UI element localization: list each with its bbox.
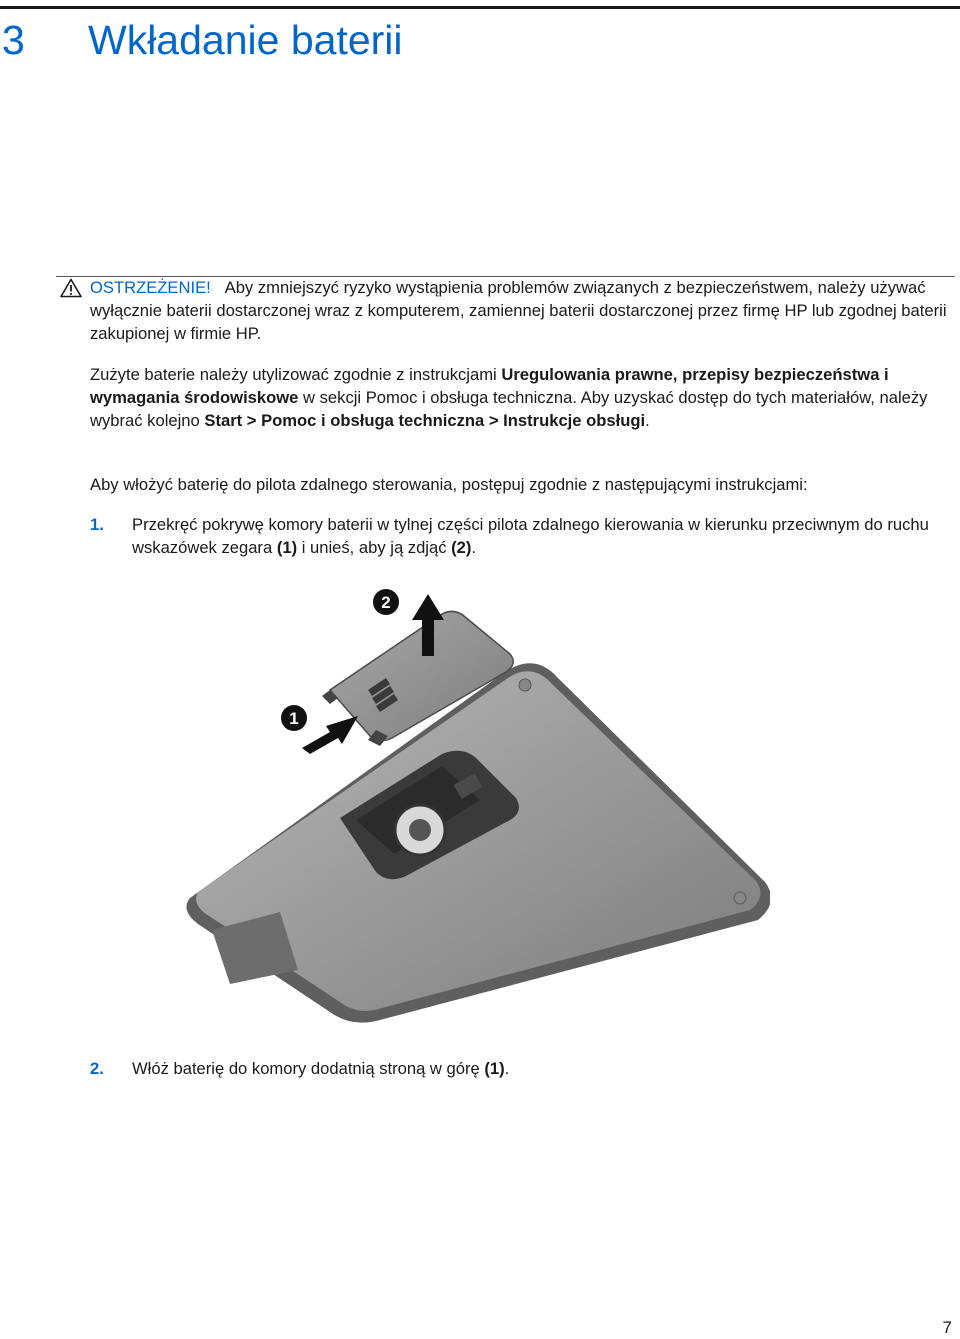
chapter-title: Wkładanie baterii xyxy=(88,17,403,63)
callout-2-label: 2 xyxy=(381,593,391,612)
callout-ref: (2) xyxy=(451,538,472,557)
step-text-part: Przekręć pokrywę komory baterii w tylnej części pilota zdalnego kierowania w kierunku przeciwnym do ruchu wskazówek zegara xyxy=(132,515,929,557)
intro-paragraph: Aby włożyć baterię do pilota zdalnego sterowania, postępuj zgodnie z następującymi instrukcjami: xyxy=(90,475,808,494)
warning-label: OSTRZEŻENIE! xyxy=(90,278,211,297)
callout-1-label: 1 xyxy=(289,709,299,728)
regulatory-doc-title: Uregulowania prawne, przepisy bezpieczeństwa i wymagania środowiskowe xyxy=(90,365,889,407)
step-text-part: . xyxy=(504,1059,510,1078)
callout-ref: (1) xyxy=(484,1059,505,1078)
warning-paragraph xyxy=(90,276,956,345)
step-text xyxy=(132,513,956,559)
remote-control-body xyxy=(186,663,770,1022)
callout-ref: (1) xyxy=(276,538,298,557)
step-2 xyxy=(90,1057,956,1080)
step-1 xyxy=(90,513,956,559)
warning-text: Aby zmniejszyć ryzyko wystąpienia problemów związanych z bezpieczeństwem, należy używać wyłącznie baterii dostarczonej wraz z komputerem, zamiennej baterii dostarczonej przez firmę HP lub zgodnej baterii zakupionej w firmie HP. xyxy=(90,278,947,343)
step-text xyxy=(132,1057,956,1080)
step-text-part: i unieś, aby ją zdjąć xyxy=(297,538,452,557)
disposal-end: . xyxy=(645,411,650,430)
chapter-number: 3 xyxy=(2,17,25,63)
rotate-arrow xyxy=(302,716,358,754)
callout-1 xyxy=(281,705,307,731)
warning-triangle-icon xyxy=(60,278,82,298)
disposal-middle: w sekcji Pomoc i obsługa techniczna. Aby uzyskać dostęp do tych materiałów, należy wybrać kolejno xyxy=(90,388,928,430)
step-text-part: . xyxy=(471,538,477,557)
disposal-paragraph xyxy=(90,363,956,432)
remote-battery-cover-illustration xyxy=(180,580,770,1030)
step-number: 1. xyxy=(90,515,104,534)
menu-path: Start > Pomoc i obsługa techniczna > Instrukcje obsługi xyxy=(204,411,646,430)
page-number: 7 xyxy=(942,1318,952,1337)
top-rule xyxy=(0,6,960,9)
chapter-heading xyxy=(2,14,403,66)
step-number: 2. xyxy=(90,1059,104,1078)
callout-2 xyxy=(373,589,399,615)
disposal-intro: Zużyte baterie należy utylizować zgodnie z instrukcjami xyxy=(90,365,502,384)
step-text-part: Włóż baterię do komory dodatnią stroną w górę xyxy=(132,1059,485,1078)
